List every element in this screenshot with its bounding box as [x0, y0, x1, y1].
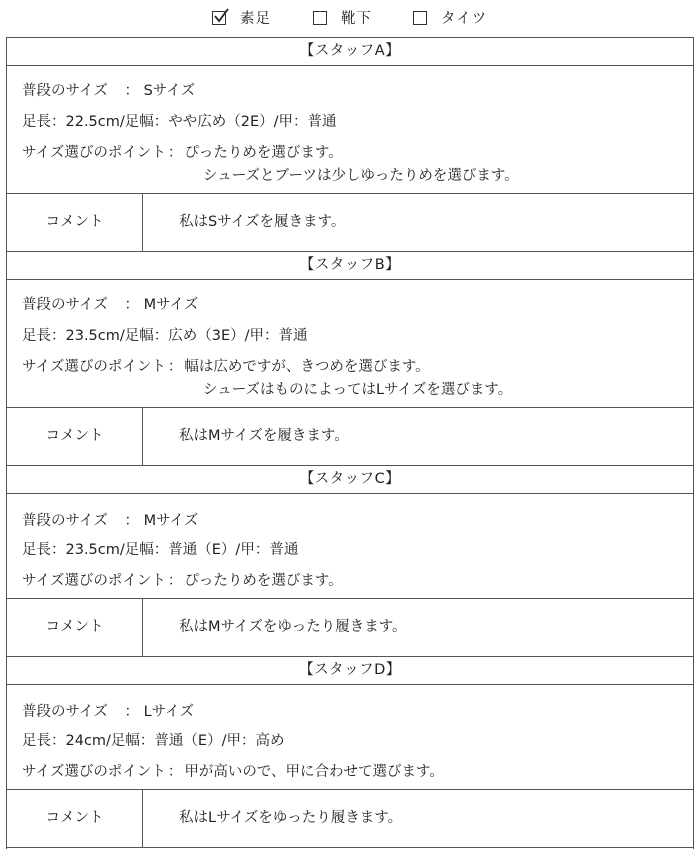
comment-label: コメント	[7, 194, 143, 251]
comment-label: コメント	[7, 408, 143, 465]
usual-size-value: Mサイズ	[143, 297, 199, 313]
point-label: サイズ選びのポイント	[22, 764, 166, 780]
usual-size-label: 普段のサイズ	[22, 297, 108, 313]
foot-measure: 足長：22.5cm/足幅：やや広め（2E）/甲：普通	[22, 114, 337, 130]
staff-info	[7, 494, 693, 599]
staff-header: 【スタッフC】	[7, 466, 693, 494]
comment-text: 私はMサイズを履きます。	[179, 428, 349, 444]
checkbox-checked-icon[interactable]	[212, 11, 226, 25]
usual-size-value: Mサイズ	[143, 513, 199, 529]
point-text: ぴったりめを選びます。	[184, 573, 343, 589]
legend-label: タイツ	[441, 11, 488, 27]
point-text-continued: シューズはものによってはLサイズを選びます。	[203, 382, 513, 398]
point-text-continued: シューズとブーツは少しゆったりめを選びます。	[203, 168, 519, 184]
colon: ：	[167, 573, 183, 589]
sock-type-legend	[0, 0, 700, 34]
point-text: 幅は広めですが、きつめを選びます。	[184, 359, 430, 375]
point-label: サイズ選びのポイント	[22, 145, 166, 161]
staff-size-table	[6, 37, 694, 849]
legend-barefoot[interactable]	[212, 7, 271, 28]
staff-info	[7, 280, 693, 408]
comment-label: コメント	[7, 790, 143, 847]
colon: ：	[124, 83, 139, 99]
colon: ：	[167, 145, 183, 161]
comment-text: 私はSサイズを履きます。	[179, 214, 346, 230]
usual-size-label: 普段のサイズ	[22, 704, 108, 720]
usual-size-label: 普段のサイズ	[22, 513, 108, 529]
staff-info	[7, 685, 693, 790]
checkbox-unchecked-icon[interactable]	[413, 11, 427, 25]
legend-socks[interactable]	[313, 7, 372, 28]
comment-row	[7, 599, 693, 657]
colon: ：	[167, 764, 183, 780]
colon: ：	[167, 359, 183, 375]
usual-size-label: 普段のサイズ	[22, 83, 108, 99]
usual-size-line	[22, 79, 195, 100]
usual-size-line	[22, 509, 198, 530]
point-label: サイズ選びのポイント	[22, 359, 166, 375]
legend-label: 靴下	[341, 11, 372, 27]
point-line	[22, 760, 444, 781]
point-line	[22, 355, 430, 376]
usual-size-line	[22, 293, 198, 314]
staff-header: 【スタッフA】	[7, 38, 693, 66]
point-text: 甲が高いので、甲に合わせて選びます。	[184, 764, 444, 780]
foot-measure: 足長：24cm/足幅：普通（E）/甲：高め	[22, 733, 285, 749]
colon: ：	[124, 513, 139, 529]
comment-label: コメント	[7, 599, 143, 656]
usual-size-value: Lサイズ	[143, 704, 194, 720]
staff-header: 【スタッフD】	[7, 657, 693, 685]
colon: ：	[124, 297, 139, 313]
comment-row	[7, 194, 693, 252]
comment-text: 私はMサイズをゆったり履きます。	[179, 619, 407, 635]
comment-row	[7, 408, 693, 466]
checkbox-unchecked-icon[interactable]	[313, 11, 327, 25]
foot-measure: 足長：23.5cm/足幅：普通（E）/甲：普通	[22, 542, 299, 558]
staff-header: 【スタッフB】	[7, 252, 693, 280]
point-text: ぴったりめを選びます。	[184, 145, 343, 161]
legend-tights[interactable]	[413, 7, 487, 28]
legend-label: 素足	[240, 11, 271, 27]
foot-measure: 足長：23.5cm/足幅：広め（3E）/甲：普通	[22, 328, 308, 344]
comment-text: 私はLサイズをゆったり履きます。	[179, 810, 403, 826]
point-line	[22, 141, 343, 162]
usual-size-value: Sサイズ	[143, 83, 196, 99]
point-label: サイズ選びのポイント	[22, 573, 166, 589]
colon: ：	[124, 704, 139, 720]
comment-row	[7, 790, 693, 848]
staff-info	[7, 66, 693, 194]
point-line	[22, 569, 343, 590]
usual-size-line	[22, 700, 194, 721]
